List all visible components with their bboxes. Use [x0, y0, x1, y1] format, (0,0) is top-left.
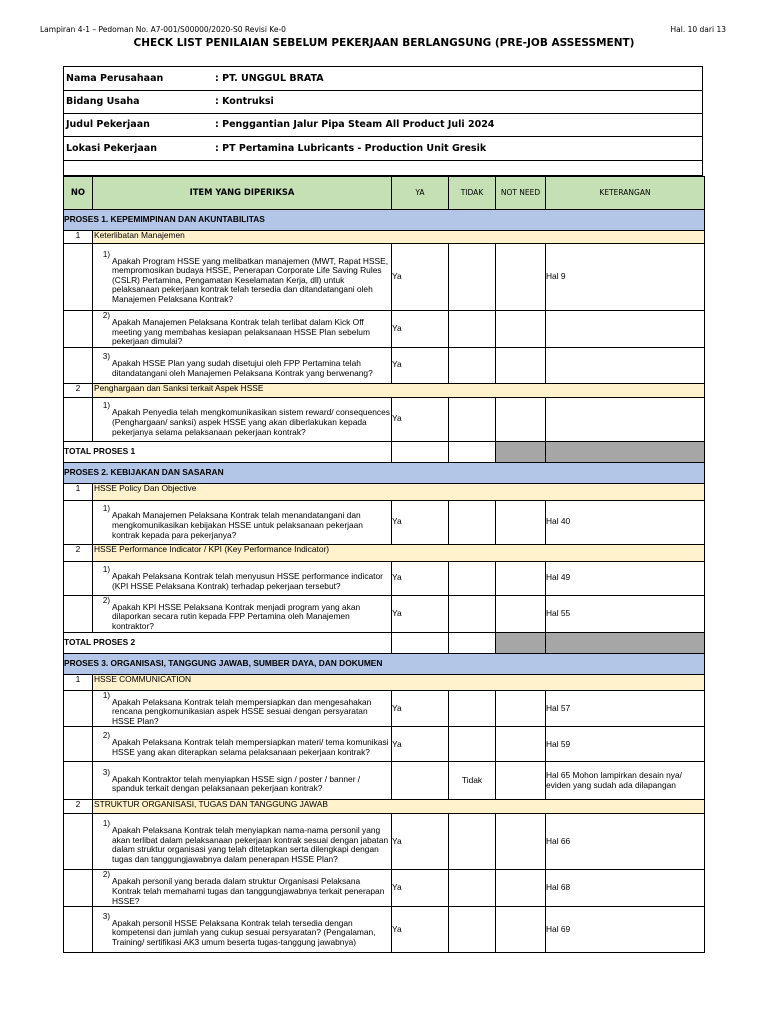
- answer-ya-cell[interactable]: Ya: [392, 814, 449, 870]
- subsection-row: [64, 800, 705, 814]
- question-number: 1): [102, 504, 110, 514]
- page-number: Hal. 10 dari 13: [670, 25, 726, 34]
- table-row: [64, 907, 705, 953]
- question-text: Apakah Kontraktor telah menyiapkan HSSE sign / poster / banner / spanduk terkait dengan pelaksanaan pekerjaan kontrak?: [112, 773, 361, 794]
- answer-tidak-cell[interactable]: [449, 397, 496, 441]
- info-row-company: [64, 67, 702, 91]
- question-number: 2): [102, 870, 110, 880]
- answer-ya-cell[interactable]: Ya: [392, 690, 449, 727]
- answer-not-need-cell[interactable]: [496, 727, 546, 762]
- info-label: Nama Perusahaan: [66, 73, 164, 84]
- info-row-business: [64, 90, 702, 114]
- question-number: 1): [102, 249, 110, 259]
- question-text: Apakah personil HSSE Pelaksana Kontrak telah tersedia dengan kompetensi dan jumlah yang cukup sesuai persyaratan? (Pengalaman, Training/ sertifikasi AK3 umum beserta tugas-tanggung jawabnya): [112, 917, 376, 947]
- total-row: [64, 632, 705, 653]
- question-number: 2): [102, 731, 110, 741]
- keterangan-cell[interactable]: Hal 68: [546, 870, 705, 907]
- keterangan-cell[interactable]: Hal 9: [546, 244, 705, 311]
- question-text: Apakah KPI HSSE Pelaksana Kontrak menjadi program yang akan dilaporkan secara rutin kepada FPP Pertamina oleh Manajemen kontraktor?: [112, 601, 361, 631]
- table-header-row: [64, 177, 705, 210]
- table-row: [64, 397, 705, 441]
- keterangan-cell[interactable]: [546, 311, 705, 348]
- question-text: Apakah Penyedia telah mengkomunikasikan sistem reward/ consequences (Penghargaan/ sanksi) aspek HSSE yang akan diberlakukan kepada pekerjanya selama pelaksanaan pekerjaan kontrak?: [112, 407, 390, 437]
- answer-not-need-cell[interactable]: [496, 814, 546, 870]
- process-title: PROSES 3. ORGANISASI, TANGGUNG JAWAB, SUMBER DAYA, DAN DOKUMEN: [64, 653, 705, 674]
- question-text: Apakah Pelaksana Kontrak telah menyiapkan nama-nama personil yang akan terlibat dalam pelaksanaan pekerjaan kontrak sesuai dengan jabatan dalam struktur organisasi yang telah ditetapkan serta dilengkapi dengan tugas dan tanggungjawabnya dalam penerapan HSSE Plan?: [112, 825, 389, 864]
- question-text: Apakah Program HSSE yang melibatkan manajemen (MWT, Rapat HSSE, mempromosikan budaya HSSE, Penerapan Corporate Life Saving Rules (CSLR) Pertamina, Pengamatan Keselamatan Kerja, dll) untuk pelaksanaan pekerjaan kontrak telah tersedia dan ditandatangani oleh Manajemen Pelaksana Kontrak?: [112, 255, 389, 304]
- question-text: Apakah Manajemen Pelaksana Kontrak telah menandatangani dan mengkomunikasikan kebijakan HSSE untuk pelaksanaan pekerjaan kontrak kepada para pekerjanya?: [112, 510, 363, 540]
- answer-not-need-cell[interactable]: [496, 500, 546, 544]
- answer-tidak-cell[interactable]: [449, 347, 496, 383]
- answer-ya-cell[interactable]: Ya: [392, 347, 449, 383]
- answer-ya-cell[interactable]: Ya: [392, 500, 449, 544]
- info-value: : Kontruksi: [215, 96, 274, 107]
- answer-ya-cell[interactable]: Ya: [392, 311, 449, 348]
- answer-tidak-cell[interactable]: Tidak: [449, 762, 496, 800]
- answer-tidak-cell[interactable]: [449, 311, 496, 348]
- subsection-row: [64, 383, 705, 397]
- question-number: 1): [102, 401, 110, 411]
- answer-tidak-cell[interactable]: [449, 690, 496, 727]
- table-row: [64, 762, 705, 800]
- question-number: 1): [102, 819, 110, 829]
- keterangan-cell[interactable]: Hal 49: [546, 561, 705, 595]
- info-label: Lokasi Pekerjaan: [66, 143, 157, 154]
- answer-not-need-cell[interactable]: [496, 762, 546, 800]
- answer-not-need-cell[interactable]: [496, 561, 546, 595]
- answer-ya-cell[interactable]: Ya: [392, 907, 449, 953]
- question-number: 3): [102, 911, 110, 921]
- answer-not-need-cell[interactable]: [496, 311, 546, 348]
- table-row: [64, 870, 705, 907]
- col-header-keterangan: KETERANGAN: [546, 177, 705, 210]
- keterangan-cell[interactable]: [546, 397, 705, 441]
- subsection-label: HSSE Policy Dan Objective: [93, 483, 705, 500]
- keterangan-cell[interactable]: Hal 40: [546, 500, 705, 544]
- subsection-row: [64, 483, 705, 500]
- table-row: [64, 347, 705, 383]
- subsection-label: Keterlibatan Manajemen: [93, 231, 705, 244]
- answer-not-need-cell[interactable]: [496, 397, 546, 441]
- total-label: TOTAL PROSES 1: [64, 441, 392, 462]
- question-number: 3): [102, 767, 110, 777]
- col-header-not-need: NOT NEED: [496, 177, 546, 210]
- table-row: [64, 727, 705, 762]
- table-row: [64, 814, 705, 870]
- info-row-job-title: [64, 113, 702, 137]
- document-reference: Lampiran 4-1 – Pedoman No. A7-001/S00000/2020-S0 Revisi Ke-0: [40, 25, 286, 34]
- answer-tidak-cell[interactable]: [449, 595, 496, 632]
- info-label: Judul Pekerjaan: [66, 119, 150, 130]
- col-header-no: NO: [64, 177, 93, 210]
- question-number: 1): [102, 565, 110, 575]
- keterangan-cell[interactable]: Hal 69: [546, 907, 705, 953]
- col-header-item: ITEM YANG DIPERIKSA: [93, 177, 392, 210]
- table-row: [64, 561, 705, 595]
- info-value: : PT Pertamina Lubricants - Production Unit Gresik: [215, 143, 487, 154]
- total-label: TOTAL PROSES 2: [64, 632, 392, 653]
- keterangan-cell[interactable]: Hal 59: [546, 727, 705, 762]
- keterangan-cell[interactable]: Hal 57: [546, 690, 705, 727]
- table-row: [64, 690, 705, 727]
- process-title: PROSES 1. KEPEMIMPINAN DAN AKUNTABILITAS: [64, 210, 705, 231]
- checklist-table: [63, 176, 705, 953]
- company-info-box: [63, 66, 703, 176]
- subsection-label: HSSE COMMUNICATION: [93, 674, 705, 690]
- subsection-row: [64, 674, 705, 690]
- keterangan-cell[interactable]: Hal 55: [546, 595, 705, 632]
- answer-not-need-cell[interactable]: [496, 244, 546, 311]
- subsection-row: [64, 231, 705, 244]
- info-label: Bidang Usaha: [66, 96, 140, 107]
- question-text: Apakah Pelaksana Kontrak telah menyusun HSSE performance indicator (KPI HSSE Pelaksana Kontrak) terhadap pekerjaan tersebut?: [112, 571, 383, 591]
- keterangan-cell[interactable]: [546, 347, 705, 383]
- table-row: [64, 311, 705, 348]
- answer-not-need-cell[interactable]: [496, 690, 546, 727]
- table-row: [64, 500, 705, 544]
- answer-not-need-cell[interactable]: [496, 347, 546, 383]
- answer-tidak-cell[interactable]: [449, 907, 496, 953]
- answer-tidak-cell[interactable]: [449, 814, 496, 870]
- col-header-ya: YA: [392, 177, 449, 210]
- subsection-number: 1: [64, 674, 93, 690]
- process-row: [64, 653, 705, 674]
- process-title: PROSES 2. KEBIJAKAN DAN SASARAN: [64, 462, 705, 483]
- process-row: [64, 462, 705, 483]
- keterangan-cell[interactable]: Hal 65 Mohon lampirkan desain nya/ eviden yang sudah ada dilapangan: [546, 762, 705, 800]
- keterangan-cell[interactable]: Hal 66: [546, 814, 705, 870]
- table-row: [64, 244, 705, 311]
- question-number: 2): [102, 595, 110, 605]
- subsection-number: 2: [64, 800, 93, 814]
- answer-not-need-cell[interactable]: [496, 595, 546, 632]
- question-text: Apakah Pelaksana Kontrak telah mempersiapkan materi/ tema komunikasi HSSE yang akan diterapkan selama pelaksanaan pekerjaan kontrak?: [112, 737, 389, 757]
- answer-not-need-cell[interactable]: [496, 907, 546, 953]
- answer-tidak-cell[interactable]: [449, 727, 496, 762]
- info-value: : Penggantian Jalur Pipa Steam All Product Juli 2024: [215, 119, 495, 130]
- question-number: 2): [102, 311, 110, 320]
- answer-tidak-cell[interactable]: [449, 500, 496, 544]
- question-number: 3): [102, 352, 110, 362]
- subsection-label: HSSE Performance Indicator / KPI (Key Performance Indicator): [93, 544, 705, 561]
- question-text: Apakah HSSE Plan yang sudah disetujui oleh FPP Pertamina telah ditandatangani oleh Manajemen Pelaksana Kontrak yang berwenang?: [112, 358, 373, 378]
- answer-tidak-cell[interactable]: [449, 561, 496, 595]
- answer-tidak-cell[interactable]: [449, 870, 496, 907]
- subsection-number: 1: [64, 231, 93, 244]
- answer-ya-cell[interactable]: Ya: [392, 727, 449, 762]
- answer-ya-cell[interactable]: Ya: [392, 595, 449, 632]
- answer-tidak-cell[interactable]: [449, 244, 496, 311]
- question-number: 1): [102, 690, 110, 700]
- subsection-number: 2: [64, 383, 93, 397]
- answer-ya-cell[interactable]: Ya: [392, 397, 449, 441]
- answer-not-need-cell[interactable]: [496, 870, 546, 907]
- question-text: Apakah personil yang berada dalam struktur Organisasi Pelaksana Kontrak telah memahami tugas dan tanggungjawabnya terkait penerapan HSSE?: [112, 876, 385, 906]
- answer-ya-cell[interactable]: [392, 762, 449, 800]
- subsection-label: STRUKTUR ORGANISASI, TUGAS DAN TANGGUNG JAWAB: [93, 800, 705, 814]
- col-header-tidak: TIDAK: [449, 177, 496, 210]
- subsection-number: 2: [64, 544, 93, 561]
- question-text: Apakah Pelaksana Kontrak telah mempersiapkan dan mengesahakan rencana pengkomunikasian aspek HSSE sesuai dengan persyaratan HSSE Plan?: [112, 696, 372, 726]
- info-row-location: [64, 137, 702, 161]
- process-row: [64, 210, 705, 231]
- answer-ya-cell[interactable]: Ya: [392, 870, 449, 907]
- total-row: [64, 441, 705, 462]
- answer-ya-cell[interactable]: Ya: [392, 561, 449, 595]
- page-title: CHECK LIST PENILAIAN SEBELUM PEKERJAAN BERLANGSUNG (PRE-JOB ASSESSMENT): [133, 37, 635, 49]
- subsection-row: [64, 544, 705, 561]
- answer-ya-cell[interactable]: Ya: [392, 244, 449, 311]
- subsection-number: 1: [64, 483, 93, 500]
- subsection-label: Penghargaan dan Sanksi terkait Aspek HSSE: [93, 383, 705, 397]
- question-text: Apakah Manajemen Pelaksana Kontrak telah terlibat dalam Kick Off meeting yang membahas kesiapan pelaksanaan HSSE Plan sebelum pekerjaan dimulai?: [112, 317, 370, 347]
- info-value: : PT. UNGGUL BRATA: [215, 73, 324, 84]
- table-row: [64, 595, 705, 632]
